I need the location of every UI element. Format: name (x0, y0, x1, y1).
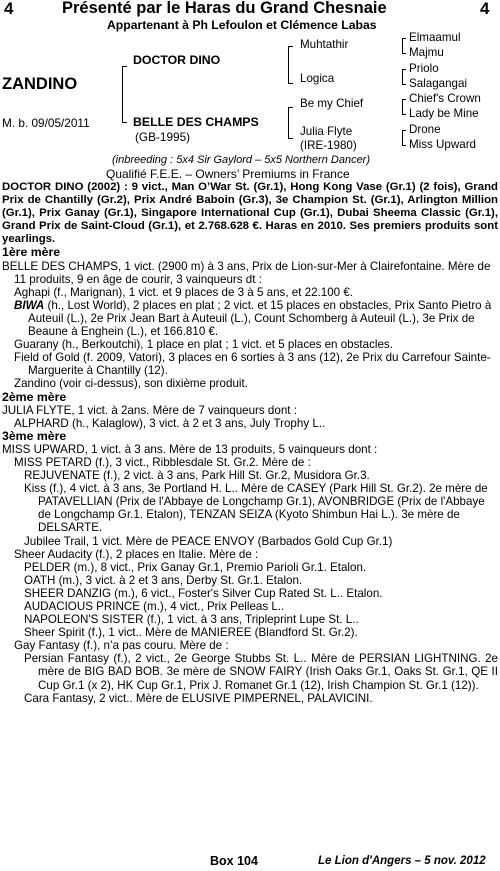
catalogue-body (2, 181, 498, 705)
produce-name: BIWA (14, 298, 45, 312)
produce-entry: SHEER DANZIG (m.), 6 vict., Foster's Silver Cup Rated St. L.. Etalon. (24, 586, 383, 600)
pedigree-line (402, 38, 403, 54)
third-dam-paragraph: MISS UPWARD, 1 vict. à 3 ans. Mère de 13 produits, 5 vainqueurs dont : (2, 442, 378, 456)
second-dam-paragraph: JULIA FLYTE, 1 vict. à 2ans. Mère de 7 vainqueurs dont : (2, 403, 297, 417)
first-dam-paragraph: BELLE DES CHAMPS, 1 vict. (2900 m) à 3 ans, Prix de Lion-sur-Mer à Clairefontaine. Mère de 11 produits, 9 en âge de courir, 3 vainqueurs dt : (2, 259, 491, 286)
pedigree-line (402, 145, 406, 146)
pedigree-line (288, 107, 289, 139)
pedigree-dam-dam: Julia Flyte (300, 125, 353, 138)
horse-name: ZANDINO (2, 75, 78, 93)
pedigree-line (402, 53, 406, 54)
produce-text: (h., Lost World), 2 places en plat ; 2 vict. et 15 places en obstacles, Prix Santo Pietro à Auteuil (L.), 2e Prix Jean Bart à Auteuil (L.), Count Schomberg à Auteuil (L.), 3e Prix de Beaune à Enghein (L.), et 166.810 €. (28, 298, 492, 339)
produce-entry: Jubilee Trail, 1 vict. Mère de PEACE ENVOY (Barbados Gold Cup Gr.1) (24, 534, 393, 548)
horse-description: M. b. 09/05/2011 (2, 116, 90, 130)
pedigree-g3: Lady be Mine (409, 107, 479, 120)
produce-entry: Persian Fantasy (f.), 2 vict., 2e George Stubbs St. L.. Mère de PERSIAN LIGHTNING. 2e mère de BIG BAD BOB. 3e mère de SNOW FAIRY (Irish Oaks Gr.1, Oaks St. Gr.1, QE II Cup Gr.1 (x 2), HK Cup Gr.1, Prix J. Romanet Gr.1 (12), Irish Champion St. Gr.1 (12)). (24, 652, 498, 692)
pedigree-line (402, 130, 406, 131)
produce-entry: OATH (m.), 3 vict. à 2 et 3 ans, Derby St. Gr.1. Etalon. (24, 573, 303, 587)
pedigree-line (402, 130, 403, 146)
produce-entry: Sheer Audacity (f.), 2 places en Italie. Mère de : (14, 547, 259, 561)
produce-entry: ALPHARD (h., Kalaglow), 3 vict. à 2 et 3 ans, July Trophy L.. (14, 416, 326, 430)
pedigree-g3: Chief's Crown (409, 92, 481, 105)
produce-entry: Kiss (f.), 4 vict. à 3 ans, 3e Portland H. L.. Mère de CASEY (Park Hill St. Gr.2). 2e mère de PATAVELLIAN (Prix de l'Abbaye de Longchamp Gr.1), AVONBRIDGE (Prix de l'Abbaye de Longchamp Gr.1. Etalon), TENZAN SEIZA (Kyoto Shimbun Hai L.). 3e mère de DELSARTE. (24, 482, 488, 535)
produce-entry: Field of Gold (f. 2009, Vatori), 3 places en 6 sorties à 3 ans (12), 2e Prix du Carrefour Sainte-Marguerite à Chantilly (12). (14, 351, 491, 378)
pedigree-line (288, 138, 293, 139)
produce-entry: Sheer Spirit (f.), 1 vict.. Mère de MANIEREE (Blandford St. Gr.2). (24, 626, 358, 640)
pedigree-line (402, 99, 403, 115)
pedigree-sire: DOCTOR DINO (133, 53, 221, 67)
inbreeding-note: (inbreeding : 5x4 Sir Gaylord – 5x5 Northern Dancer) (112, 154, 371, 166)
pedigree-g3: Majmu (409, 46, 444, 59)
pedigree-line (288, 46, 289, 84)
pedigree-g3: Priolo (409, 62, 439, 75)
pedigree-line (288, 83, 293, 84)
produce-entry: Aghapi (f., Marignan), 1 vict. et 9 places de 3 à 5 ans, et 22.100 €. (14, 285, 353, 299)
produce-entry: Zandino (voir ci-dessus), son dixième produit. (14, 377, 248, 391)
pedigree-line (402, 69, 403, 85)
pedigree-line (122, 66, 123, 123)
produce-entry (2, 299, 498, 338)
pedigree-line (402, 69, 406, 70)
page-title: Présenté par le Haras du Grand Chesnaie (62, 0, 387, 17)
pedigree-dam-sire: Be my Chief (300, 97, 364, 110)
produce-entry: AUDACIOUS PRINCE (m.), 4 vict., Prix Pelleas L.. (24, 600, 285, 613)
pedigree-dam: BELLE DES CHAMPS (133, 115, 259, 129)
lot-number-right: 4 (480, 0, 490, 18)
produce-entry: NAPOLEON'S SISTER (f.), 1 vict. à 3 ans, Tripleprint Lupe St. L.. (24, 613, 359, 627)
pedigree-line (402, 99, 406, 100)
lot-number-left: 4 (4, 0, 14, 18)
sale-info: Le Lion d'Angers – 5 nov. 2012 (318, 855, 486, 867)
produce-entry: PELDER (m.), 8 vict., Prix Ganay Gr.1, Premio Parioli Gr.1. Etalon. (24, 560, 367, 574)
produce-entry: Cara Fantasy, 2 vict.. Mère de ELUSIVE PIMPERNEL, PALAVICINI. (24, 691, 373, 705)
pedigree-line (288, 46, 293, 47)
third-dam-heading: 3ème mère (2, 428, 67, 443)
pedigree-line (122, 122, 127, 123)
produce-entry: Gay Fantasy (f.), n’a pas couru. Mère de : (14, 639, 229, 653)
pedigree-line (402, 84, 406, 85)
produce-entry: REJUVENATE (f.), 2 vict. à 3 ans, Park Hill St. Gr.2, Musidora Gr.3. (24, 469, 370, 483)
produce-entry: MISS PETARD (f.), 3 vict., Ribblesdale St. Gr.2. Mère de : (14, 455, 311, 469)
pedigree-line (402, 38, 406, 39)
sire-paragraph: DOCTOR DINO (2002) : 9 vict., Man O’War St. (Gr.1), Hong Kong Vase (Gr.1) (2 fois), Grand Prix de Chantilly (Gr.2), Prix André Baboin (Gr.3), 3e Champion St. (Gr.1), Arlington Million (Gr.1), Prix Ganay (Gr.1), Singapore International Cup (Gr.1), Dubai Sheema Classic (Gr.1), Grand Prix de Saint-Cloud (Gr.1), et 2.768.628 €. Haras en 2010. Ses premiers produits sont yearlings. (2, 181, 498, 246)
box-number: Box 104 (210, 854, 258, 868)
pedigree-sire-dam: Logica (300, 72, 335, 85)
qualification-note: Qualifié F.E.E. – Owners’ Premiums in France (106, 167, 350, 181)
pedigree-g3: Drone (409, 123, 441, 136)
pedigree-g3: Elmaamul (409, 31, 461, 44)
pedigree-g3: Salagangai (409, 77, 468, 90)
first-dam-heading: 1ère mère (2, 245, 61, 260)
pedigree-dam-dam-info: (IRE-1980) (300, 139, 357, 152)
owner-line: Appartenant à Ph Lefoulon et Clémence Labas (107, 18, 377, 32)
pedigree-line (402, 114, 406, 115)
pedigree-line (122, 66, 127, 67)
pedigree-line (288, 107, 293, 108)
pedigree-g3: Miss Upward (409, 138, 476, 151)
produce-entry: Guarany (h., Berkoutchi), 1 place en plat ; 1 vict. et 5 places en obstacles. (14, 338, 393, 352)
second-dam-heading: 2ème mère (2, 389, 67, 404)
pedigree-sire-sire: Muhtathir (300, 38, 349, 51)
pedigree-dam-info: (GB-1995) (135, 130, 191, 144)
